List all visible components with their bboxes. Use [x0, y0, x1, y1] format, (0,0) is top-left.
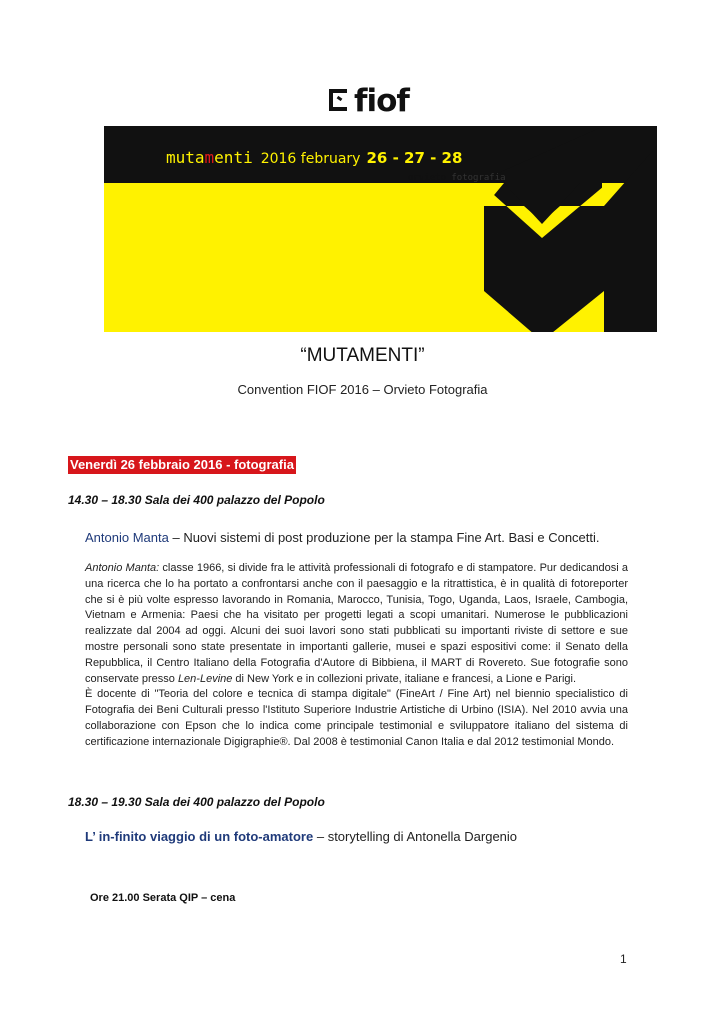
- document-title: “MUTAMENTI”: [300, 345, 425, 366]
- document-subtitle: Convention FIOF 2016 – Orvieto Fotografia: [237, 382, 488, 397]
- bio-paragraph-2: È docente di "Teoria del colore e tecnica di stampa digitale" (FineArt / Fine Art) nel biennio specialistico di Fotografia dei Beni Culturali presso l'Istituto Superiore Industrie Artistiche di Urbino (ISIA). Nel 2010 avvia una collaborazione con Epson che lo indica come principale testimonial e sviluppatore italiano del sistema di certificazione internazionale Digigraphie®. Dal 2008 è testimonial Canon Italia e dal 2012 testimonial Mondo.: [85, 688, 628, 748]
- bio-paragraph-1: Antonio Manta: classe 1966, si divide fra le attività professionali di fotografo e di stampatore. Pur dedicandosi a una ricerca che lo ha portato a confrontarsi anche con il paesaggio e la ritrattistica, è in qualità di fotoreporter che si è più volte espresso lavorando in Romania, Marocco, Tunisia, Togo, Uganda, Laos, Israele, Cambogia, Vietnam e Armenia: Paesi che ha visitato per progetti legati a scopi umanitari. Numerose le pubblicazioni realizzate dal 2004 ad oggi. Alcuni dei suoi lavori sono stati pubblicati su importanti riviste di settore e sue mostre personali sono state presentate in importanti gallerie, musei e spazi espositivi come: il Senato della Repubblica, il Centro Italiano della Fotografia d'Autore di Bibbiena, il MART di Rovereto. Sue fotografie sono conservate presso Len-Levine di New York e in collezioni private, italiane e francesi, a Lione e Parigi.: [85, 562, 628, 685]
- mutamenti-banner: [104, 126, 657, 332]
- fiof-logo: [329, 84, 409, 118]
- session-2-time-place: 18.30 – 19.30 Sala dei 400 palazzo del Popolo: [68, 795, 325, 809]
- day-heading: Venerdì 26 febbraio 2016 - fotografia: [70, 457, 294, 472]
- session-1-talk: Antonio Manta – Nuovi sistemi di post produzione per la stampa Fine Art. Basi e Concetti.: [85, 530, 600, 545]
- speaker-bio: [85, 561, 628, 751]
- session-2-title: L’ in-finito viaggio di un foto-amatore: [85, 829, 314, 844]
- banner-year: 2016 february: [260, 151, 361, 167]
- page-number: 1: [620, 952, 627, 966]
- logo-mark-icon: [329, 89, 351, 113]
- session-2-topic: storytelling di Antonella Dargenio: [327, 829, 518, 844]
- session-1-topic: Nuovi sistemi di post produzione per la stampa Fine Art. Basi e Concetti.: [183, 530, 600, 545]
- banner-subtitle: orvieto fotografia: [408, 173, 506, 183]
- dinner-event: Ore 21.00 Serata QIP – cena: [90, 892, 236, 904]
- session-1-speaker: Antonio Manta: [85, 530, 169, 545]
- logo-text: fiof: [354, 83, 409, 119]
- session-2-talk: L’ in-finito viaggio di un foto-amatore – storytelling di Antonella Dargenio: [85, 829, 518, 844]
- banner-dates: 26 - 27 - 28: [366, 149, 463, 167]
- banner-title: mutamenti 2016 february 26 - 27 - 28: [166, 148, 463, 167]
- session-1-time-place: 14.30 – 18.30 Sala dei 400 palazzo del Popolo: [68, 493, 325, 507]
